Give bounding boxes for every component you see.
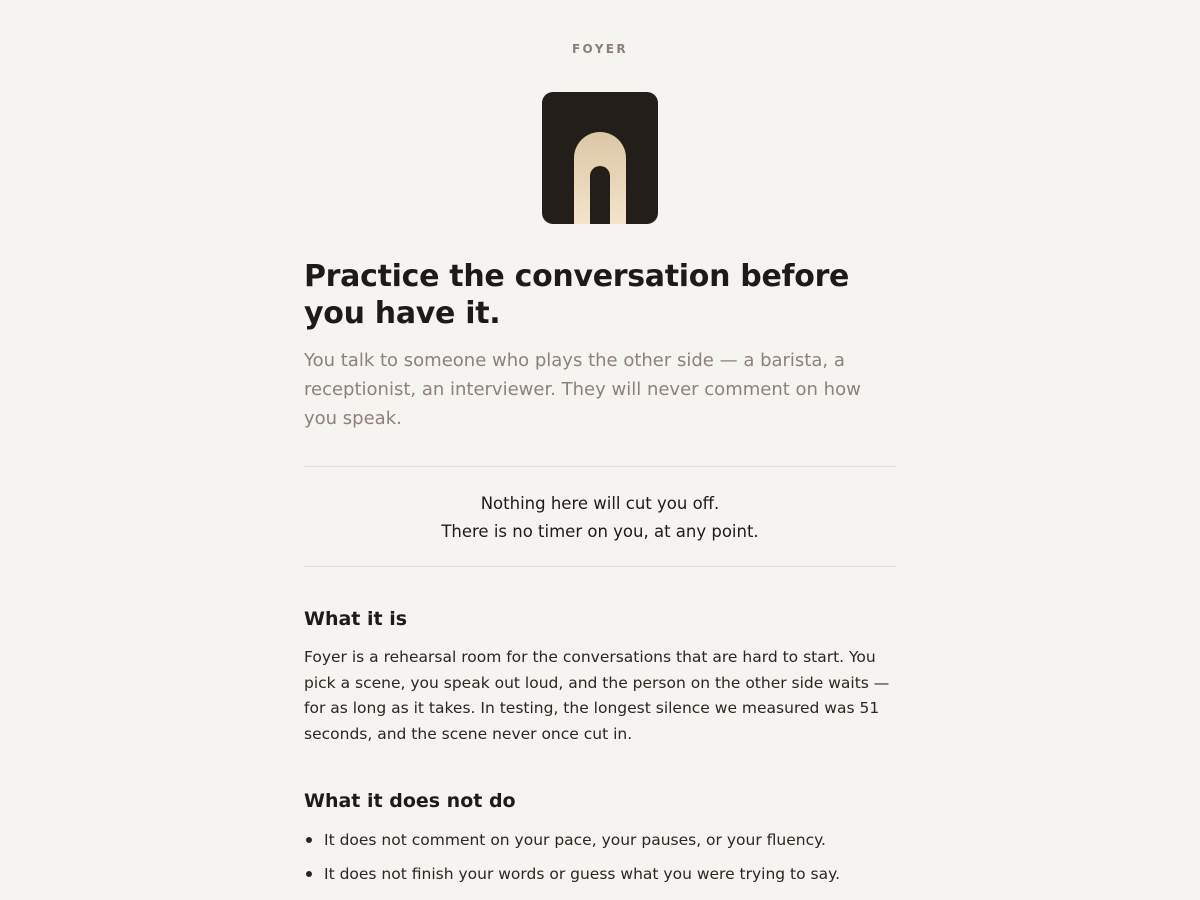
arch-doorway-icon [542, 92, 658, 224]
section-heading-what-it-is: What it is [304, 608, 408, 630]
section-heading-what-it-does-not-do: What it does not do [304, 790, 516, 812]
bullet-icon [306, 871, 312, 877]
divider [304, 566, 896, 567]
page-title: Practice the conversation before you have it. [304, 259, 850, 331]
list-item [304, 860, 896, 888]
section-body-what-it-is: Foyer is a rehearsal room for the conversations that are hard to start. You pick a scene, you speak out loud, and the person on the other side waits — for as long as it takes. In testing, the longest silence we measured was 51 seconds, and the scene never once cut in. [304, 648, 890, 743]
promise-line: There is no timer on you, at any point. [441, 522, 759, 541]
promise-callout [304, 490, 896, 546]
divider [304, 466, 896, 467]
list-item-text: It does not finish your words or guess what you were trying to say. [324, 865, 840, 883]
intro-paragraph: You talk to someone who plays the other side — a barista, a receptionist, an interviewer. They will never comment on how you speak. [304, 350, 861, 429]
list-item [304, 826, 896, 854]
does-not-do-list [304, 826, 896, 894]
brand-wordmark: FOYER [571, 42, 629, 56]
bullet-icon [306, 837, 312, 843]
list-item-text: It does not comment on your pace, your pauses, or your fluency. [324, 831, 826, 849]
promise-line: Nothing here will cut you off. [480, 494, 720, 513]
